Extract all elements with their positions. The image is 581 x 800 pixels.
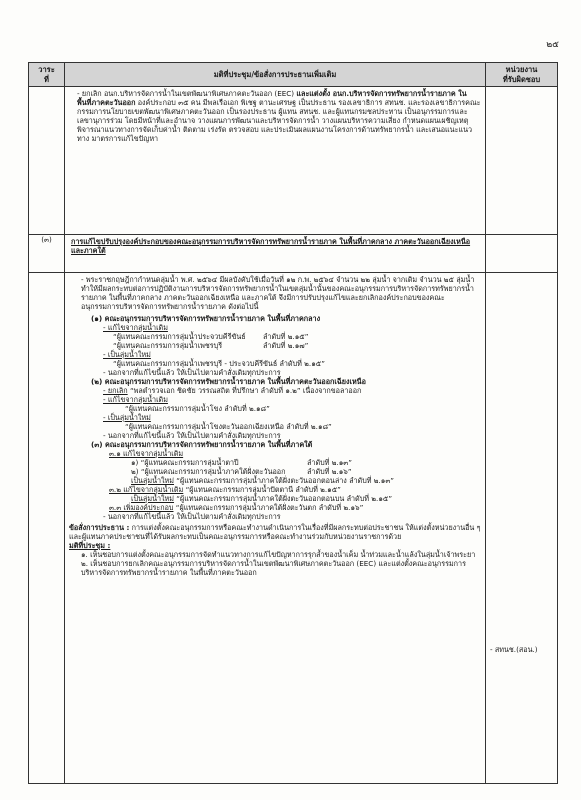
section-northeast-new-basin: - เป็นลุ่มน้ำใหม่ bbox=[103, 413, 151, 423]
south-3-2: ๓.๒ แก้ไขจากลุ่มน้ำเดิม “ผู้แทนคณะกรรมการลุ่มน้ำปัตตานี ลำดับที่ ๒.๑๕” bbox=[109, 485, 341, 495]
south-3-2-new: เป็นลุ่มน้ำใหม่ “ผู้แทนคณะกรรมการลุ่มน้ำภาคใต้ฝั่งตะวันออกตอนบน ลำดับที่ ๒.๑๕” bbox=[131, 494, 393, 504]
page-number: ๒๕ bbox=[546, 40, 559, 50]
row1-number-cell bbox=[29, 87, 65, 235]
south-3-1-item-1: ๑) “ผู้แทนคณะกรรมการลุ่มน้ำตาปี bbox=[131, 458, 239, 468]
table-header-row bbox=[29, 63, 558, 87]
header-agenda-no: วาระ ที่ bbox=[29, 63, 65, 87]
responsible-agency: - สทนช.(สอน.) bbox=[490, 645, 538, 655]
section-northeast-title: (๒) คณะอนุกรรมการบริหารจัดการทรัพยากรน้ำรายภาค ในพื้นที่ภาคตะวันออกเฉียงเหนือ bbox=[91, 377, 366, 387]
table-row bbox=[29, 273, 558, 784]
row3-content-cell bbox=[65, 273, 486, 784]
central-old-basin-2-order: ลำดับที่ ๒.๑๗” bbox=[263, 341, 309, 351]
section-central-old-basin: - แก้ไขจากลุ่มน้ำเดิม bbox=[103, 323, 168, 333]
central-old-basin-2: “ผู้แทนคณะกรรมการลุ่มน้ำเพชรบุรี bbox=[113, 341, 223, 351]
south-3-1-new: เป็นลุ่มน้ำใหม่ “ผู้แทนคณะกรรมการลุ่มน้ำภาคใต้ฝั่งตะวันออกตอนล่าง ลำดับที่ ๒.๑๓” bbox=[131, 476, 394, 486]
table-row bbox=[29, 87, 558, 235]
row1-agency-cell bbox=[486, 87, 558, 235]
section-south-title: (๓) คณะอนุกรรมการบริหารจัดการทรัพยากรน้ำรายภาค ในพื้นที่ภาคใต้ bbox=[91, 440, 313, 450]
chair-order: ข้อสั่งการประธาน : การแต่งตั้งคณะอนุกรรมการหรือคณะทำงานดำเนินการในเรื่องที่มีผลกระทบต่อประชาชน ให้แต่งตั้งหน่วยงานอื่น ๆ และผู้แทนภาคประชาชนที่ได้รับผลกระทบเป็นคณะอนุกรรมการหรือคณะทำงานร่วมกับหน่วยงานราชการด้วย bbox=[69, 523, 481, 542]
resolution-table bbox=[28, 62, 558, 784]
header-resolution: มติที่ประชุม/ข้อสั่งการประธานเพิ่มเติม bbox=[65, 63, 486, 87]
row3-agency-cell bbox=[486, 273, 558, 784]
central-new-basin-1: “ผู้แทนคณะกรรมการลุ่มน้ำเพชรบุรี - ประจวบคีรีขันธ์ ลำดับที่ ๒.๑๕” bbox=[113, 359, 325, 369]
row2-number: (๓) bbox=[29, 235, 65, 273]
row2-title-cell bbox=[65, 235, 486, 273]
section-northeast-old-basin: - แก้ไขจากลุ่มน้ำเดิม bbox=[103, 395, 168, 405]
resolution-item-1: ๑. เห็นชอบการแต่งตั้งคณะอนุกรรมการจัดทำแนวทางการแก้ไขปัญหาการรุกล้ำของน้ำเค็ม น้ำท่วมและน้ำแล้งในลุ่มน้ำเจ้าพระยา bbox=[81, 550, 476, 560]
northeast-cancel: - ยกเลิก “พลตำรวจเอก ชิดชัย วรรณสถิต ที่ปรึกษา ลำดับที่ ๑.๒” เนื่องจากขอลาออก bbox=[103, 386, 362, 396]
northeast-note: - นอกจากที่แก้ไขนี้แล้ว ให้เป็นไปตามคำสั่งเดิมทุกประการ bbox=[103, 431, 281, 441]
central-old-basin-1-order: ลำดับที่ ๒.๑๕” bbox=[263, 332, 309, 342]
row3-number-cell bbox=[29, 273, 65, 784]
resolution-label: มติที่ประชุม : bbox=[69, 541, 111, 551]
south-3-1-item-1-order: ลำดับที่ ๒.๑๓” bbox=[307, 458, 352, 468]
central-old-basin-1: “ผู้แทนคณะกรรมการลุ่มน้ำประจวบคีรีขันธ์ bbox=[113, 332, 246, 342]
row2-title-agency-cell bbox=[486, 235, 558, 273]
section-central-new-basin: - เป็นลุ่มน้ำใหม่ bbox=[103, 350, 151, 360]
row2-intro: - พระราชกฤษฎีกากำหนดลุ่มน้ำ พ.ศ. ๒๕๖๔ มีผลบังคับใช้เมื่อวันที่ ๑๒ ก.พ. ๒๕๖๔ จำนวน ๒๒ ลุ่มน้ำ จากเดิม จำนวน ๒๕ ลุ่มน้ำ ทำให้มีผลกระทบต่อการปฏิบัติงานการบริหารจัดการทรัพยากรน้ำในเขตลุ่มน้ำนั้นของคณะอนุกรรมการบริหารจัดการทรัพยากรน้ำรายภาค ในพื้นที่ภาคกลาง ภาคตะวันออกเฉียงเหนือ และภาคใต้ จึงมีการปรับปรุงแก้ไขและยกเลิกองค์ประกอบของคณะอนุกรรมการบริหารจัดการทรัพยากรน้ำรายภาค ดังต่อไปนี้ bbox=[81, 275, 475, 312]
northeast-old-basin-1: “ผู้แทนคณะกรรมการลุ่มน้ำโขง ลำดับที่ ๒.๑๘” bbox=[125, 404, 270, 414]
row2-title: การแก้ไขปรับปรุงองค์ประกอบของคณะอนุกรรมการบริหารจัดการทรัพยากรน้ำรายภาค ในพื้นที่ภาคกลาง ภาคตะวันออกเฉียงเหนือ และภาคใต้ bbox=[71, 237, 471, 256]
south-3-1-label: ๓.๑ แก้ไขจากลุ่มน้ำเดิม bbox=[109, 449, 184, 459]
row1-text: - ยกเลิก อนก.บริหารจัดการน้ำในเขตพัฒนาพิเศษภาคตะวันออก (EEC) และแต่งตั้ง อนก.บริหารจัดการทรัพยากรน้ำรายภาค ในพื้นที่ภาคตะวันออก องค์ประกอบ ๓๕ คน มีพลเรือเอก พิเชฐ ตานะเศรษฐ เป็นประธาน รองเลขาธิการ สทนช. และรองเลขาธิการคณะกรรมการนโยบายเขตพัฒนาพิเศษภาคตะวันออก เป็นรองประธาน ผู้แทน สทนช. และผู้แทนกรมชลประทาน เป็นอนุกรรมการและเลขานุการร่วม โดยมีหน้าที่และอำนาจ วางแผนการพัฒนาและบริหารจัดการน้ำ วางแผนบริหารความเสี่ยง กำหนดแผนเผชิญเหตุ พิจารณาแนวทางการจัดเก็บค่าน้ำ ติดตาม เร่งรัด ตรวจสอบ และประเมินผลแผนงานโครงการด้านทรัพยากรน้ำ และเสนอแนะแนวทาง มาตรการแก้ไขปัญหา bbox=[77, 89, 481, 143]
resolution-item-2: ๒. เห็นชอบการยกเลิกคณะอนุกรรมการบริหารจัดการน้ำในเขตพัฒนาพิเศษภาคตะวันออก (EEC) และแต่งตั้งคณะอนุกรรมการบริหารจัดการทรัพยากรน้ำรายภาค ในพื้นที่ภาคตะวันออก bbox=[81, 559, 466, 578]
northeast-new-basin-1: “ผู้แทนคณะกรรมการลุ่มน้ำโขงตะวันออกเฉียงเหนือ ลำดับที่ ๒.๑๘” bbox=[125, 422, 332, 432]
south-3-3: ๓.๓ เพิ่มองค์ประกอบ “ผู้แทนคณะกรรมการลุ่มน้ำภาคใต้ฝั่งตะวันตก ลำดับที่ ๒.๑๖” bbox=[109, 503, 364, 513]
south-3-1-item-2: ๒) “ผู้แทนคณะกรรมการลุ่มน้ำภาคใต้ฝั่งตะวันออก bbox=[131, 467, 286, 477]
header-agency: หน่วยงาน ที่รับผิดชอบ bbox=[486, 63, 558, 87]
south-note: - นอกจากที่แก้ไขนี้แล้ว ให้เป็นไปตามคำสั่งเดิมทุกประการ bbox=[103, 512, 281, 522]
table-row bbox=[29, 235, 558, 273]
row1-content-cell bbox=[65, 87, 486, 235]
central-note: - นอกจากที่แก้ไขนี้แล้ว ให้เป็นไปตามคำสั่งเดิมทุกประการ bbox=[103, 368, 281, 378]
section-central-title: (๑) คณะอนุกรรมการบริหารจัดการทรัพยากรน้ำรายภาค ในพื้นที่ภาคกลาง bbox=[91, 314, 321, 324]
south-3-1-item-2-order: ลำดับที่ ๒.๑๖” bbox=[307, 467, 352, 477]
